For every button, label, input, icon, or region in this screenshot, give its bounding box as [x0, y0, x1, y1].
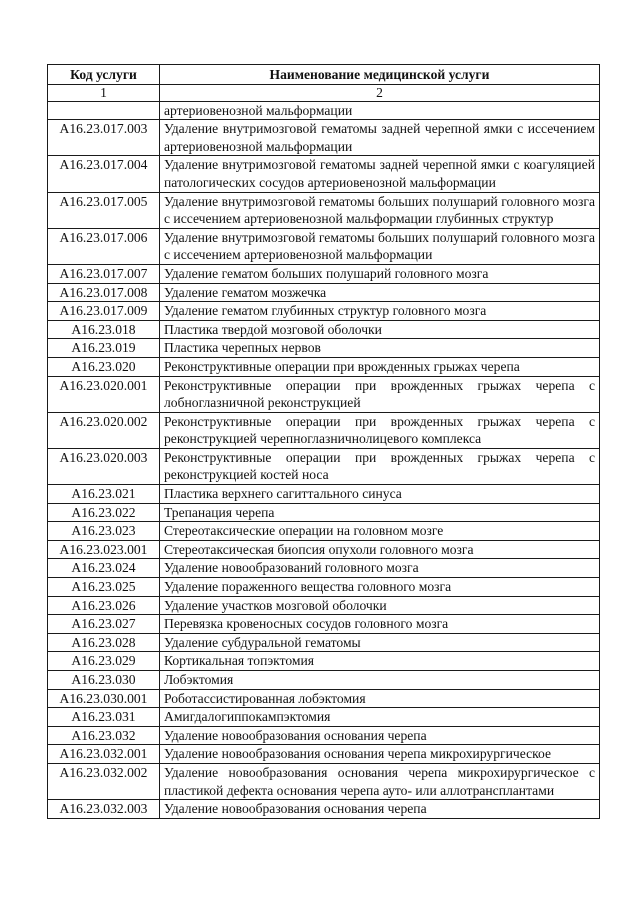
- service-code-cell: A16.23.023: [48, 522, 160, 541]
- service-code-cell: A16.23.020.003: [48, 448, 160, 484]
- service-name-cell: Удаление субдуральной гематомы: [160, 633, 600, 652]
- service-name-cell: Удаление новообразования основания черепа микрохирургическое: [160, 745, 600, 764]
- table-row: [48, 689, 600, 708]
- service-name-cell: Удаление внутримозговой гематомы больших полушарий головного мозга с иссечением артериовенозной мальформации глубинных структур: [160, 192, 600, 228]
- table-row: [48, 412, 600, 448]
- service-code-cell: A16.23.031: [48, 708, 160, 727]
- service-code-cell: A16.23.020.001: [48, 376, 160, 412]
- table-row: [48, 745, 600, 764]
- table-row: [48, 283, 600, 302]
- table-row: [48, 120, 600, 156]
- table-row: [48, 800, 600, 819]
- header-service-code: Код услуги: [48, 65, 160, 85]
- service-name-cell: Удаление новообразований головного мозга: [160, 559, 600, 578]
- service-code-cell: A16.23.025: [48, 578, 160, 597]
- service-code-cell: A16.23.032: [48, 726, 160, 745]
- table-row: [48, 485, 600, 504]
- column-number-2: 2: [160, 84, 600, 101]
- service-name-cell: Стереотаксическая биопсия опухоли головного мозга: [160, 540, 600, 559]
- service-name-cell: Амигдалогиппокампэктомия: [160, 708, 600, 727]
- service-name-cell: Лобэктомия: [160, 671, 600, 690]
- service-code-cell: A16.23.032.002: [48, 763, 160, 799]
- service-name-cell: Удаление внутримозговой гематомы задней черепной ямки с коагуляцией патологических сосудов артериовенозной мальформации: [160, 156, 600, 192]
- table-row: [48, 708, 600, 727]
- service-name-cell: Удаление новообразования основания черепа микрохирургическое с пластикой дефекта основания черепа ауто- или аллотрансплантами: [160, 763, 600, 799]
- service-code-cell: A16.23.020: [48, 357, 160, 376]
- table-row: [48, 264, 600, 283]
- service-code-cell: A16.23.026: [48, 596, 160, 615]
- service-code-cell: A16.23.023.001: [48, 540, 160, 559]
- service-name-cell: Трепанация черепа: [160, 503, 600, 522]
- service-code-cell: A16.23.029: [48, 652, 160, 671]
- service-code-cell: A16.23.017.008: [48, 283, 160, 302]
- service-name-cell: Удаление гематом больших полушарий головного мозга: [160, 264, 600, 283]
- table-row: [48, 578, 600, 597]
- table-row: [48, 559, 600, 578]
- service-name-cell: Удаление внутримозговой гематомы больших полушарий головного мозга с иссечением артериовенозной мальформации: [160, 228, 600, 264]
- table-row: [48, 339, 600, 358]
- header-service-name: Наименование медицинской услуги: [160, 65, 600, 85]
- service-code-cell: A16.23.030: [48, 671, 160, 690]
- service-code-cell: A16.23.017.007: [48, 264, 160, 283]
- table-row: [48, 320, 600, 339]
- table-row: [48, 615, 600, 634]
- table-row: [48, 726, 600, 745]
- service-code-cell: A16.23.028: [48, 633, 160, 652]
- service-code-cell: A16.23.017.003: [48, 120, 160, 156]
- table-row: [48, 101, 600, 120]
- table-body: [48, 101, 600, 818]
- table-row: [48, 357, 600, 376]
- service-code-cell: A16.23.017.004: [48, 156, 160, 192]
- service-code-cell: A16.23.032.003: [48, 800, 160, 819]
- service-code-cell: A16.23.030.001: [48, 689, 160, 708]
- service-name-cell: Удаление внутримозговой гематомы задней черепной ямки с иссечением артериовенозной мальформации: [160, 120, 600, 156]
- table-row: [48, 302, 600, 321]
- service-code-cell: A16.23.020.002: [48, 412, 160, 448]
- service-code-cell: A16.23.017.009: [48, 302, 160, 321]
- service-name-cell: Пластика верхнего сагиттального синуса: [160, 485, 600, 504]
- table-row: [48, 671, 600, 690]
- table-row: [48, 763, 600, 799]
- table-row: [48, 503, 600, 522]
- table-row: [48, 596, 600, 615]
- service-code-cell: A16.23.024: [48, 559, 160, 578]
- service-name-cell: Удаление новообразования основания черепа: [160, 800, 600, 819]
- table-row: [48, 652, 600, 671]
- service-name-cell: Реконструктивные операции при врожденных грыжах черепа с реконструкцией костей носа: [160, 448, 600, 484]
- service-name-cell: Кортикальная топэктомия: [160, 652, 600, 671]
- table-row: [48, 633, 600, 652]
- service-name-cell: Реконструктивные операции при врожденных грыжах черепа с реконструкцией черепноглазничнолицевого комплекса: [160, 412, 600, 448]
- table-row: [48, 192, 600, 228]
- service-name-cell: артериовенозной мальформации: [160, 101, 600, 120]
- service-name-cell: Удаление участков мозговой оболочки: [160, 596, 600, 615]
- table-row: [48, 522, 600, 541]
- service-name-cell: Стереотаксические операции на головном мозге: [160, 522, 600, 541]
- service-code-cell: A16.23.018: [48, 320, 160, 339]
- table-row: [48, 228, 600, 264]
- service-code-cell: A16.23.027: [48, 615, 160, 634]
- service-name-cell: Удаление пораженного вещества головного мозга: [160, 578, 600, 597]
- table-row: [48, 540, 600, 559]
- service-name-cell: Удаление новообразования основания черепа: [160, 726, 600, 745]
- service-name-cell: Роботассистированная лобэктомия: [160, 689, 600, 708]
- service-name-cell: Пластика твердой мозговой оболочки: [160, 320, 600, 339]
- table-row: [48, 156, 600, 192]
- service-code-cell: A16.23.022: [48, 503, 160, 522]
- service-name-cell: Реконструктивные операции при врожденных грыжах черепа: [160, 357, 600, 376]
- service-name-cell: Удаление гематом глубинных структур головного мозга: [160, 302, 600, 321]
- table-row: [48, 448, 600, 484]
- service-name-cell: Удаление гематом мозжечка: [160, 283, 600, 302]
- service-code-cell: A16.23.032.001: [48, 745, 160, 764]
- column-number-1: 1: [48, 84, 160, 101]
- header-row: [48, 65, 600, 85]
- service-code-cell: A16.23.019: [48, 339, 160, 358]
- service-code-cell: A16.23.021: [48, 485, 160, 504]
- service-code-cell: A16.23.017.006: [48, 228, 160, 264]
- table-row: [48, 376, 600, 412]
- service-code-cell: [48, 101, 160, 120]
- service-code-cell: A16.23.017.005: [48, 192, 160, 228]
- services-table: [47, 64, 600, 819]
- column-number-row: [48, 84, 600, 101]
- service-name-cell: Перевязка кровеносных сосудов головного мозга: [160, 615, 600, 634]
- service-name-cell: Пластика черепных нервов: [160, 339, 600, 358]
- service-name-cell: Реконструктивные операции при врожденных грыжах черепа с лобноглазничной реконструкцией: [160, 376, 600, 412]
